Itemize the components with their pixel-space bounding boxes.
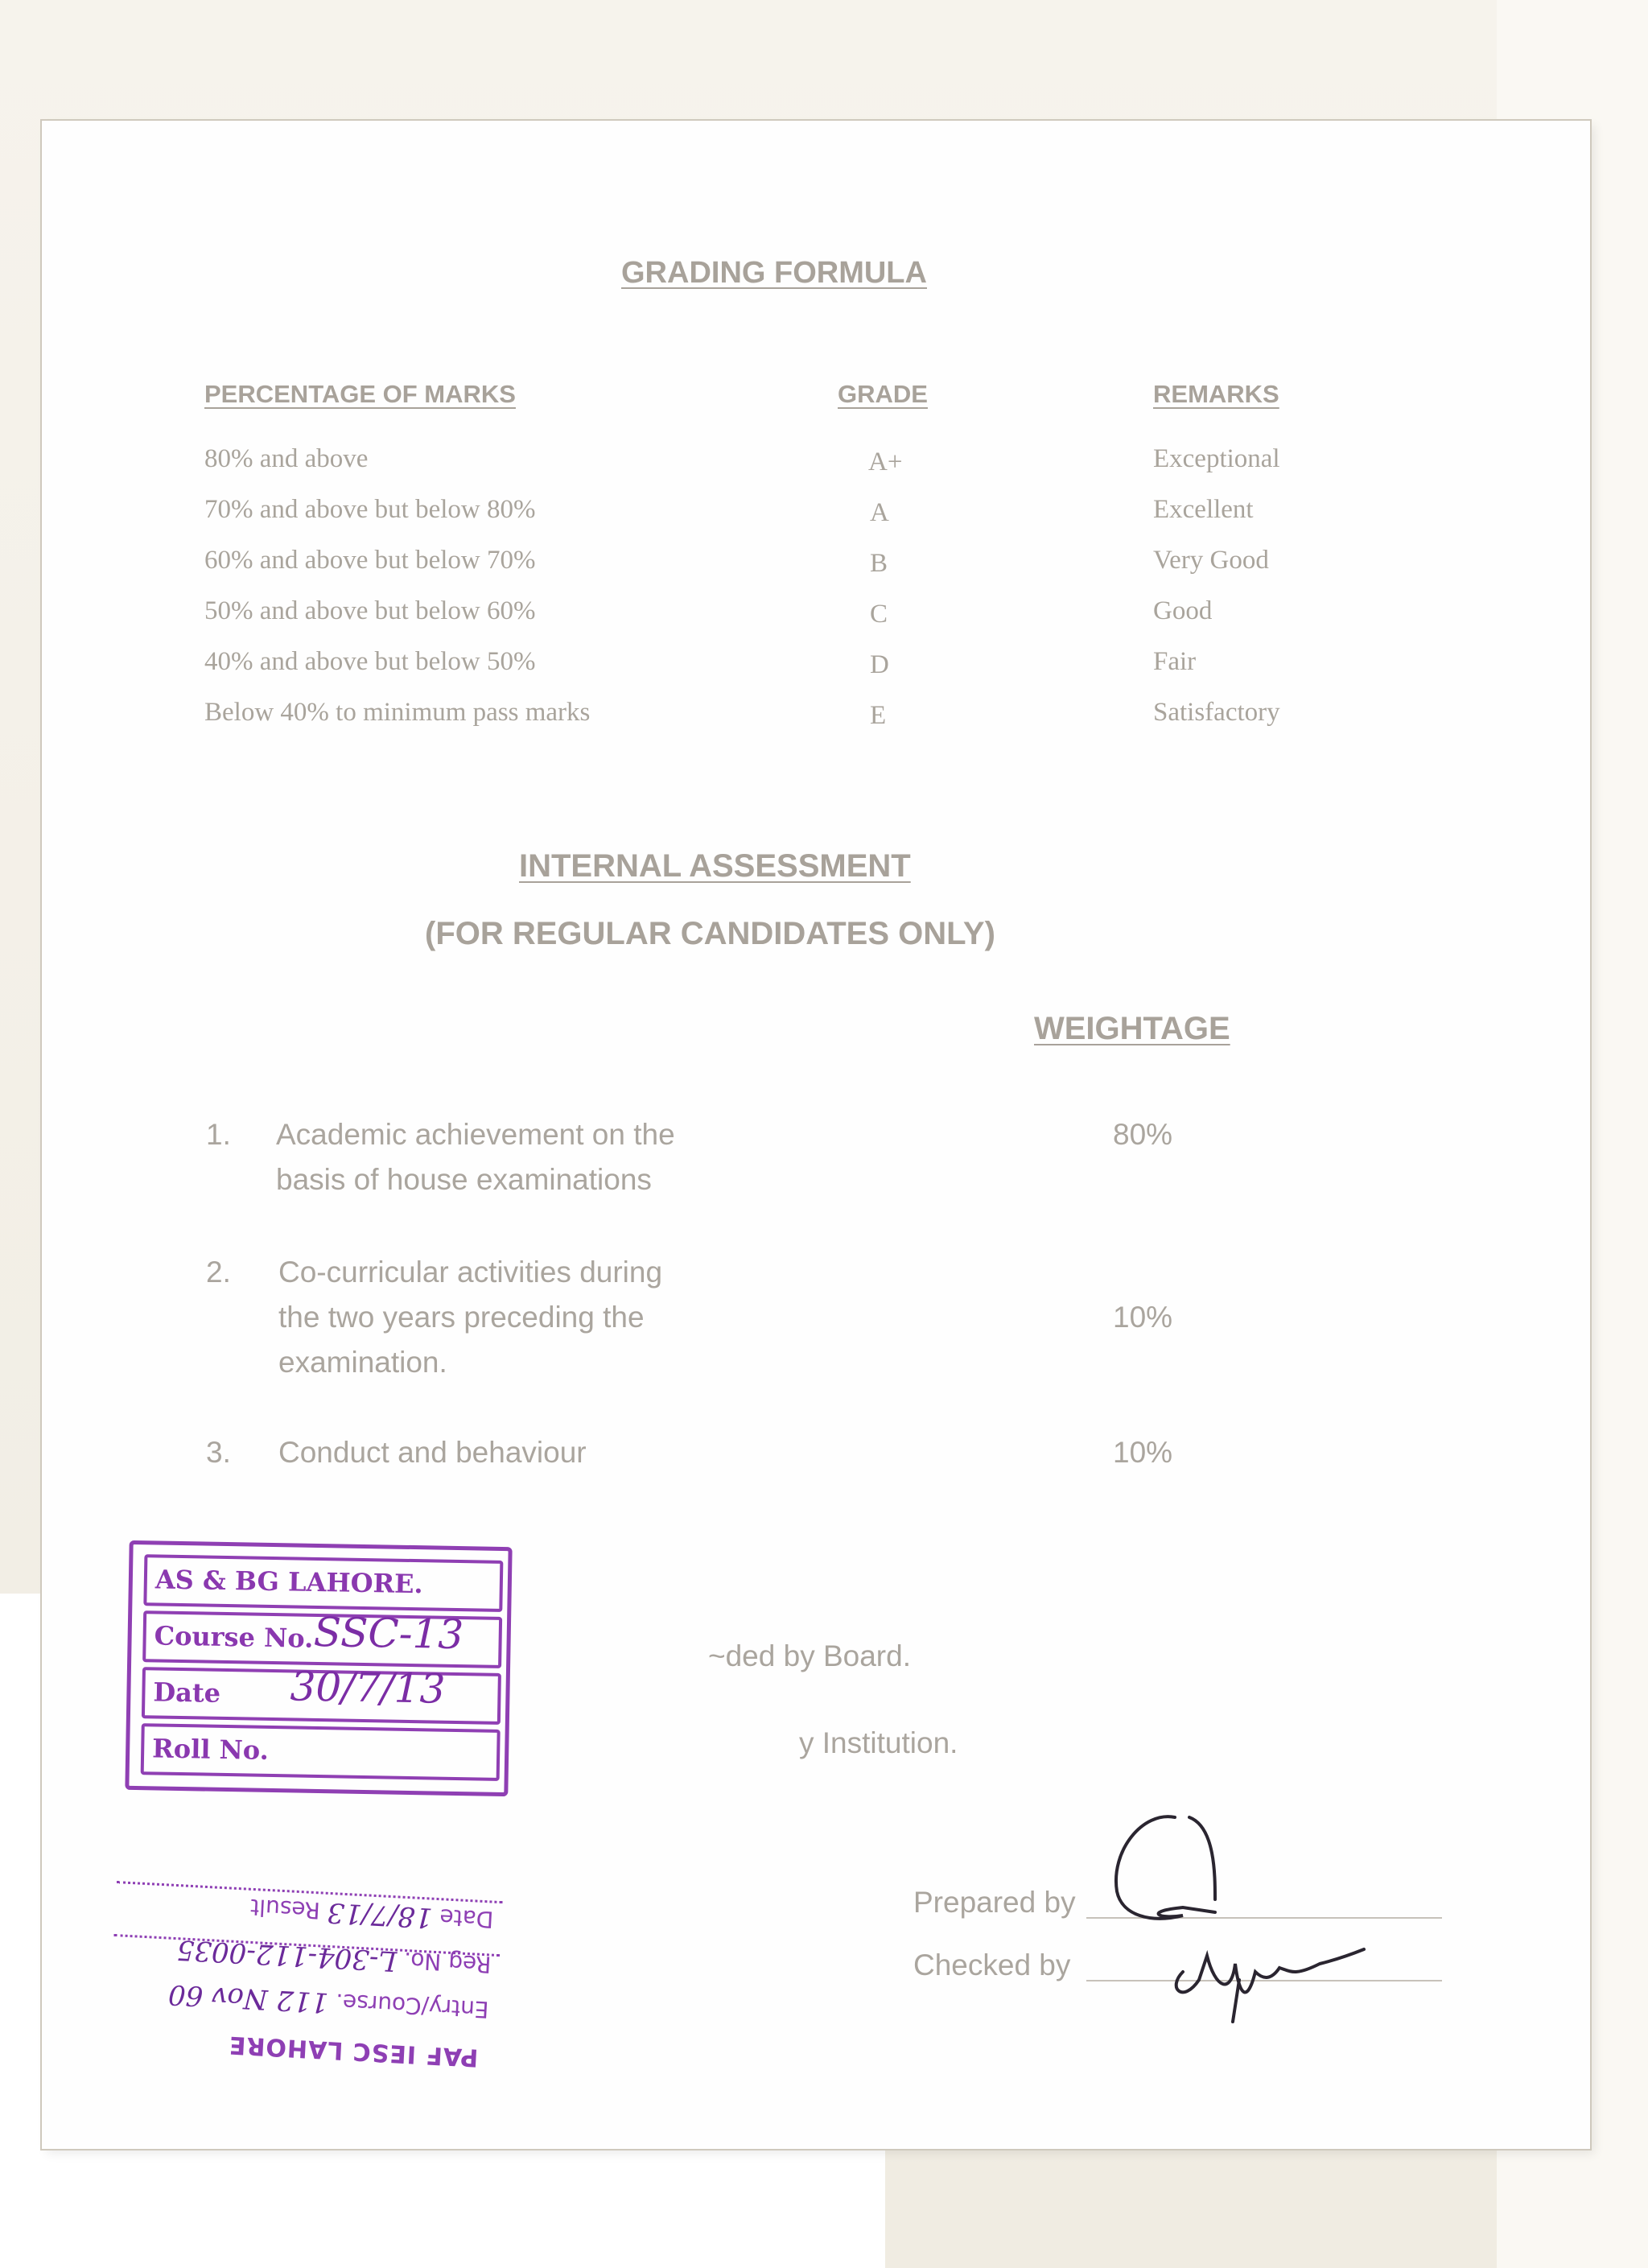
document-page [42, 121, 1590, 2149]
stamp2-result-label: Result [249, 1893, 321, 1924]
stamp2-header: PAF IESC LAHORE [228, 2030, 480, 2072]
item-weight: 10% [1113, 1436, 1173, 1469]
assessment-subtitle: (FOR REGULAR CANDIDATES ONLY) [425, 916, 995, 951]
stamp2-reg-value: L-304-112-0035 [175, 1933, 398, 1977]
grading-title: GRADING FORMULA [621, 256, 927, 290]
note-board: ~ded by Board. [708, 1639, 911, 1672]
stamp2-reg-label: Reg No. [403, 1946, 492, 1978]
grade-cell: D [870, 650, 889, 679]
percentage-cell: 50% and above but below 60% [204, 596, 536, 625]
item-weight: 10% [1113, 1301, 1173, 1334]
remarks-cell: Exceptional [1153, 444, 1280, 473]
stamp2-entry-row [167, 1978, 489, 2027]
remarks-cell: Good [1153, 596, 1213, 625]
header-percentage: PERCENTAGE OF MARKS [204, 380, 516, 408]
item-number: 3. [206, 1436, 231, 1469]
stamp-date-value: 30/7/13 [290, 1663, 446, 1713]
prepared-by-label: Prepared by [913, 1886, 1076, 1919]
percentage-cell: 60% and above but below 70% [204, 546, 536, 575]
stamp-header-row [143, 1554, 503, 1612]
item-number: 2. [206, 1256, 231, 1289]
remarks-cell: Very Good [1153, 546, 1269, 575]
percentage-cell: 80% and above [204, 444, 369, 473]
item-number: 1. [206, 1118, 231, 1151]
remarks-cell: Satisfactory [1153, 698, 1280, 727]
stamp-course-row [142, 1610, 502, 1668]
percentage-cell: 70% and above but below 80% [204, 495, 536, 524]
stamp2-date-value: 18/7/13 [326, 1895, 434, 1934]
remarks-cell: Fair [1153, 647, 1197, 676]
remarks-cell: Excellent [1153, 495, 1254, 524]
grade-cell: E [870, 701, 887, 730]
stamp2-date-label: Date [439, 1903, 495, 1933]
stamp-roll-label: Roll No. [151, 1733, 270, 1766]
stamp-date-row [142, 1663, 501, 1725]
weightage-header: WEIGHTAGE [1034, 1011, 1230, 1046]
percentage-cell: 40% and above but below 50% [204, 647, 536, 676]
item-text-line: Academic achievement on the [276, 1118, 675, 1151]
stamp2-entry-value: 112 Nov 60 [167, 1977, 330, 2019]
grade-cell: B [870, 549, 888, 578]
grade-cell: A [870, 498, 889, 527]
grade-cell: C [870, 600, 888, 629]
item-text-line: examination. [278, 1346, 447, 1379]
checked-by-label: Checked by [913, 1948, 1071, 1981]
stamp-header: AS & BG LAHORE. [154, 1564, 423, 1600]
assessment-title: INTERNAL ASSESSMENT [519, 848, 911, 884]
course-stamp [125, 1540, 512, 1796]
item-text-line: Co-curricular activities during [278, 1256, 663, 1289]
item-text-line: basis of house examinations [276, 1163, 652, 1196]
signature-checked [1159, 1932, 1368, 2028]
percentage-cell: Below 40% to minimum pass marks [204, 698, 591, 727]
stamp-course-label: Course No. [154, 1620, 314, 1654]
item-text-line: Conduct and behaviour [278, 1436, 587, 1469]
grade-cell: A+ [868, 447, 903, 476]
item-weight: 80% [1113, 1118, 1173, 1151]
stamp-course-value: SSC-13 [313, 1608, 464, 1659]
header-remarks: REMARKS [1153, 380, 1279, 408]
stamp2-entry-label: Entry/Course. [335, 1988, 490, 2023]
item-text-line: the two years preceding the [278, 1301, 645, 1334]
note-institution: y Institution. [799, 1726, 958, 1759]
header-grade: GRADE [838, 380, 928, 408]
stamp-roll-row [141, 1723, 501, 1781]
registration-stamp [84, 1854, 512, 2076]
signature-prepared [1094, 1803, 1255, 1948]
stamp-date-label: Date [153, 1676, 221, 1709]
